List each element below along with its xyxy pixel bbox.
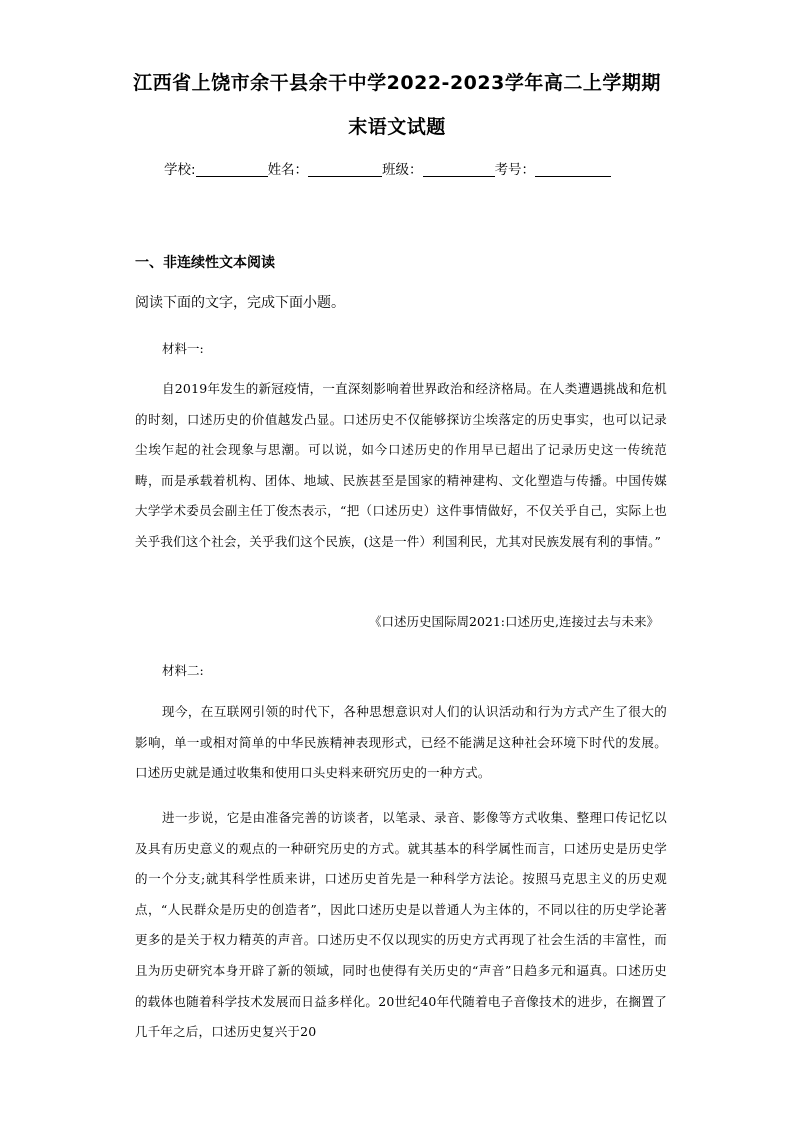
section-heading: 一、非连续性文本阅读 <box>135 255 275 271</box>
reading-instruction: 阅读下面的文字，完成下面小题。 <box>135 295 345 311</box>
school-label: 学校: <box>164 162 196 178</box>
class-blank[interactable] <box>423 161 495 177</box>
school-blank[interactable] <box>196 161 268 177</box>
class-label: 班级： <box>382 162 423 178</box>
material1-paragraph: 自2019年发生的新冠疫情，一直深刻影响着世界政治和经济格局。在人类遭遇挑战和危机的时刻，口述历史的价值越发凸显。口述历史不仅能够探访尘埃落定的历史事实，也可以记录尘埃乍起的社会现象与思潮。可以说，如今口述历史的作用早已超出了记录历史这一传统范畴，而是承载着机构、团体、地域、民族甚至是国家的精神建构、文化塑造与传播。中国传媒大学学术委员会副主任丁俊杰表示，“把（口述历史）这件事情做好，不仅关乎自己，实际上也关乎我们这个社会，关乎我们这个民族，(这是一件）利国利民，尤其对民族发展有利的事情。” <box>135 381 667 549</box>
material2-paragraph2: 进一步说，它是由准备完善的访谈者，以笔录、录音、影像等方式收集、整理口传记忆以及具有历史意义的观点的一种研究历史的方式。就其基本的科学属性而言，口述历史是历史学的一个分支;就其科学性质来讲，口述历史首先是一种科学方法论。按照马克思主义的历史观点，“人民群众是历史的创造者”，因此口述历史是以普通人为主体的，不同以往的历史学论著更多的是关于权力精英的声音。口述历史不仅以现实的历史方式再现了社会生活的丰富性，而且为历史研究本身开辟了新的领域，同时也使得有关历史的“声音”日趋多元和逼真。口述历史的载体也随着科学技术发展而日益多样化。20世纪40年代随着电子音像技术的进步，在搁置了几千年之后，口述历史复兴于20 <box>135 810 667 1040</box>
material1-source: 《口述历史国际周2021:口述历史,连接过去与未来》 <box>369 614 659 629</box>
number-label: 考号： <box>494 162 536 178</box>
material1-label: 材料一: <box>162 341 204 356</box>
exam-title-line2: 末语文试题 <box>348 116 446 138</box>
material2-paragraph1: 现今，在互联网引领的时代下，各种思想意识对人们的认识活动和行为方式产生了很大的影响，单一或相对简单的中华民族精神表现形式，已经不能满足这种社会环境下时代的发展。口述历史就是通过收集和使用口头史料来研究历史的一种方式。 <box>135 704 667 781</box>
material2-label: 材料二: <box>162 663 204 678</box>
exam-title-line1: 江西省上饶市余干县余干中学2022-2023学年高二上学期期 <box>133 72 661 94</box>
student-info-row <box>164 158 611 178</box>
name-label: 姓名： <box>267 162 309 178</box>
name-blank[interactable] <box>308 161 382 177</box>
number-blank[interactable] <box>535 161 611 177</box>
